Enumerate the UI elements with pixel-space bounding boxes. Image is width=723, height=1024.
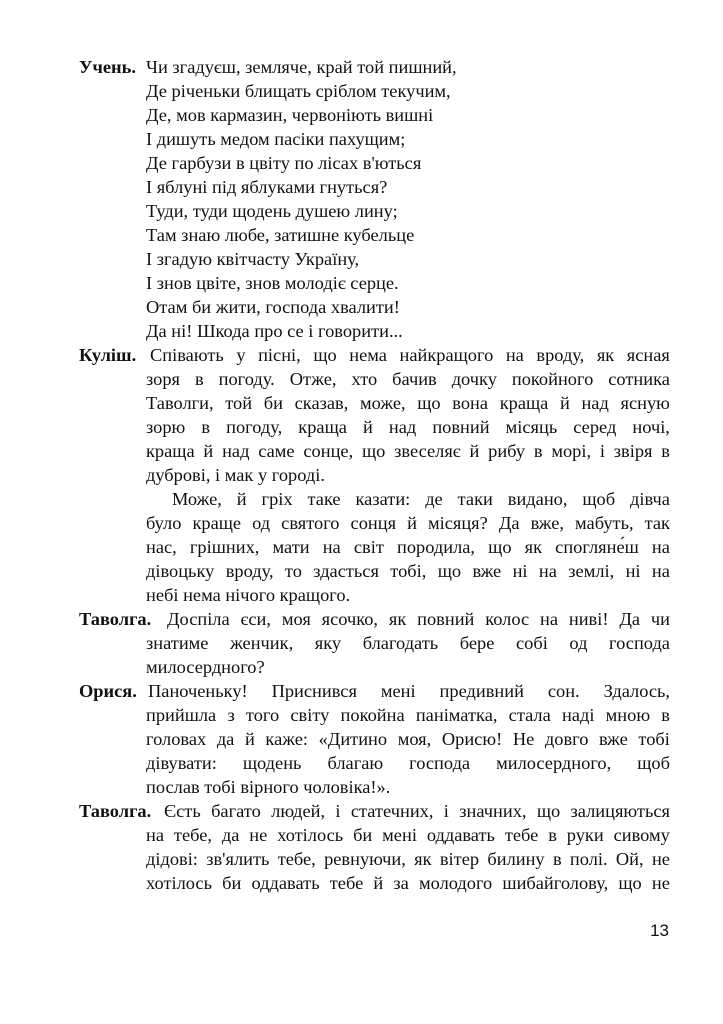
word: Здалось, bbox=[603, 681, 670, 701]
word: казати: bbox=[355, 489, 411, 509]
word: шибайголову, bbox=[502, 873, 609, 893]
prose-line bbox=[146, 418, 670, 436]
word: місяця? bbox=[427, 513, 488, 533]
word: сотника bbox=[608, 369, 670, 389]
word: знатиме bbox=[146, 633, 209, 653]
word: місяць bbox=[505, 417, 558, 437]
verse-line: І яблуні під яблуками гнуться? bbox=[146, 177, 388, 197]
word: билину bbox=[487, 849, 545, 869]
word: й bbox=[362, 417, 373, 437]
prose-line: дуброві, і мак у городі. bbox=[146, 465, 325, 485]
word: покойного bbox=[511, 369, 594, 389]
word: що bbox=[362, 441, 386, 461]
word: з bbox=[227, 705, 235, 725]
word: й bbox=[244, 729, 255, 749]
word: повний bbox=[432, 417, 490, 437]
word: значних, bbox=[459, 801, 527, 821]
word: в bbox=[533, 441, 543, 461]
word: звеселяє bbox=[394, 441, 461, 461]
word: Орисю! bbox=[441, 729, 503, 749]
word: нас, bbox=[146, 537, 177, 557]
word: не bbox=[249, 825, 268, 845]
word: єси, bbox=[240, 609, 271, 629]
word: бачив bbox=[392, 369, 437, 389]
word: зоря bbox=[146, 369, 181, 389]
word: ні bbox=[512, 561, 528, 581]
word: рибу bbox=[488, 441, 526, 461]
word: благодать bbox=[362, 633, 439, 653]
word: ясная bbox=[626, 345, 670, 365]
word: грішних, bbox=[189, 537, 260, 557]
word: світу bbox=[290, 705, 330, 725]
speaker-name: Учень. bbox=[79, 57, 136, 77]
word: тобі, bbox=[390, 561, 427, 581]
word: в bbox=[552, 849, 562, 869]
word: в bbox=[661, 705, 670, 725]
word: на bbox=[651, 561, 670, 581]
word: тебе, bbox=[173, 825, 212, 845]
word: хотілось bbox=[146, 873, 212, 893]
word: Приснився bbox=[271, 681, 357, 701]
prose-line bbox=[146, 538, 670, 556]
word: сказав, bbox=[294, 393, 349, 413]
word: на bbox=[651, 537, 670, 557]
word: Не bbox=[512, 729, 535, 749]
word: що bbox=[313, 345, 337, 365]
speaker-name: Таволга. bbox=[79, 801, 152, 821]
word: на bbox=[505, 345, 524, 365]
prose-line bbox=[146, 562, 670, 580]
word: мати bbox=[272, 537, 310, 557]
word: може, bbox=[359, 393, 406, 413]
word: господа bbox=[609, 633, 670, 653]
word: вже bbox=[472, 561, 502, 581]
word: Доспіла bbox=[167, 609, 230, 629]
word: таке bbox=[307, 489, 341, 509]
speaker-name: Таволга. bbox=[79, 609, 152, 629]
word: краща bbox=[298, 417, 347, 437]
word: тобі bbox=[638, 729, 670, 749]
word: зорю bbox=[146, 417, 186, 437]
word: ясочко, bbox=[321, 609, 379, 629]
prose-line bbox=[146, 634, 670, 652]
prose-line bbox=[146, 442, 670, 460]
word: над bbox=[222, 441, 250, 461]
word: найкращого bbox=[399, 345, 494, 365]
word: тебе bbox=[504, 825, 539, 845]
word: оддавать bbox=[426, 825, 495, 845]
verse-line: Да ні! Шкода про се і говорити... bbox=[146, 321, 403, 341]
word: вроду, bbox=[225, 561, 274, 581]
word: молодого bbox=[418, 873, 493, 893]
verse-line: І знов цвіте, знов молодіє серце. bbox=[146, 273, 399, 293]
word: дівча bbox=[630, 489, 670, 509]
word: звіря bbox=[613, 441, 653, 461]
word: світ bbox=[353, 537, 384, 557]
word: багато bbox=[211, 801, 261, 821]
word: на bbox=[322, 537, 341, 557]
word: да bbox=[221, 825, 240, 845]
word: як bbox=[596, 345, 615, 365]
word: не bbox=[651, 849, 670, 869]
word: погоду. bbox=[218, 369, 275, 389]
verse-line: Там знаю любе, затишне кубельце bbox=[146, 225, 415, 245]
verse-line: Чи згадуєш, земляче, край той пишний, bbox=[146, 57, 457, 77]
word: як bbox=[388, 609, 407, 629]
word: Єсть bbox=[164, 801, 201, 821]
word: щодень bbox=[242, 753, 302, 773]
prose-line bbox=[146, 826, 670, 844]
word: сонце, bbox=[303, 441, 354, 461]
word: бере bbox=[459, 633, 495, 653]
word: на bbox=[540, 609, 559, 629]
word: де bbox=[425, 489, 443, 509]
word: дівувати: bbox=[146, 753, 217, 773]
word: од bbox=[252, 513, 271, 533]
prose-line bbox=[146, 850, 670, 868]
word: як bbox=[414, 849, 432, 869]
word: то bbox=[284, 561, 302, 581]
word: Да bbox=[619, 609, 641, 629]
word: таки bbox=[457, 489, 493, 509]
prose-line bbox=[146, 514, 670, 532]
prose-line bbox=[146, 370, 670, 388]
word: собі bbox=[516, 633, 548, 653]
word: в bbox=[201, 417, 211, 437]
word: залицяються bbox=[570, 801, 670, 821]
word: людей, bbox=[271, 801, 326, 821]
word: Отже, bbox=[289, 369, 337, 389]
word: щоб bbox=[637, 753, 670, 773]
word: того bbox=[245, 705, 280, 725]
word: милосердного, bbox=[496, 753, 612, 773]
word: що bbox=[618, 873, 642, 893]
word: довго bbox=[544, 729, 589, 749]
word: дідові: bbox=[146, 849, 198, 869]
word: да bbox=[216, 729, 235, 749]
word: хто bbox=[351, 369, 378, 389]
word: той bbox=[225, 393, 253, 413]
word: й bbox=[559, 393, 570, 413]
verse-line: І дишуть медом пасіки пахущим; bbox=[146, 129, 406, 149]
word: так bbox=[644, 513, 670, 533]
word: оддавать bbox=[251, 873, 320, 893]
word: женчик, bbox=[230, 633, 294, 653]
word: гріх bbox=[261, 489, 293, 509]
word: що bbox=[417, 393, 441, 413]
word: Може, bbox=[172, 489, 222, 509]
verse-line: Де, мов кармазин, червоніють вишні bbox=[146, 105, 434, 125]
prose-line bbox=[150, 346, 670, 364]
word: в bbox=[548, 825, 557, 845]
prose-line bbox=[148, 682, 670, 700]
word: наді bbox=[561, 705, 595, 725]
word: руки bbox=[566, 825, 604, 845]
word: за bbox=[393, 873, 409, 893]
verse-line: Де гарбузи в цвіту по лісах в'ються bbox=[146, 153, 422, 173]
word: Співають bbox=[150, 345, 224, 365]
word: вже, bbox=[530, 513, 564, 533]
word: вона bbox=[452, 393, 489, 413]
word: пісні, bbox=[258, 345, 301, 365]
word: ревнуючи, bbox=[324, 849, 406, 869]
word: каже: bbox=[265, 729, 308, 749]
word: повний bbox=[417, 609, 475, 629]
word: спогляне́ш bbox=[555, 537, 639, 557]
word: вже bbox=[599, 729, 628, 749]
verse-line: Туди, туди щодень душею лину; bbox=[146, 201, 398, 221]
word: прийшла bbox=[146, 705, 217, 725]
word: було bbox=[146, 513, 182, 533]
word: нема bbox=[349, 345, 387, 365]
speaker-name: Орися. bbox=[79, 681, 137, 701]
word: моя bbox=[281, 609, 311, 629]
word: статечних, bbox=[350, 801, 434, 821]
word: здасться bbox=[313, 561, 379, 581]
verse-line: Отам би жити, господа хвалити! bbox=[146, 297, 400, 317]
word: мені bbox=[380, 681, 416, 701]
word: над bbox=[388, 417, 417, 437]
word: краща bbox=[146, 441, 195, 461]
word: би bbox=[353, 825, 373, 845]
word: сивому bbox=[613, 825, 670, 845]
word: ночі, bbox=[632, 417, 670, 437]
word: і bbox=[599, 441, 605, 461]
prose-line bbox=[146, 730, 670, 748]
word: у bbox=[236, 345, 246, 365]
word: дочку bbox=[451, 369, 497, 389]
word: ясную bbox=[620, 393, 670, 413]
word: й bbox=[236, 489, 247, 509]
prose-line bbox=[172, 490, 670, 508]
word: й bbox=[373, 873, 384, 893]
word: од bbox=[569, 633, 588, 653]
word: мені bbox=[382, 825, 417, 845]
word: би bbox=[263, 393, 283, 413]
word: би bbox=[222, 873, 242, 893]
prose-line bbox=[146, 394, 670, 412]
word: зв'ялить bbox=[206, 849, 270, 869]
word: Таволги, bbox=[146, 393, 214, 413]
word: над bbox=[581, 393, 609, 413]
word: на bbox=[538, 561, 557, 581]
word: як bbox=[524, 537, 543, 557]
word: предивний bbox=[439, 681, 524, 701]
prose-line: небі нема нічого кращого. bbox=[146, 585, 351, 605]
word: що bbox=[437, 561, 462, 581]
prose-line bbox=[146, 706, 670, 724]
word: головах bbox=[146, 729, 207, 749]
word: щоб bbox=[582, 489, 616, 509]
word: сон. bbox=[547, 681, 580, 701]
word: погоду, bbox=[226, 417, 283, 437]
word: краще bbox=[192, 513, 242, 533]
page-number: 13 bbox=[650, 921, 669, 940]
word: видано, bbox=[507, 489, 568, 509]
word: покойна bbox=[340, 705, 405, 725]
word: мною bbox=[605, 705, 651, 725]
word: Паноченьку! bbox=[148, 681, 248, 701]
prose-line bbox=[146, 754, 670, 772]
word: паніматка, bbox=[415, 705, 498, 725]
word: моя, bbox=[397, 729, 432, 749]
word: породила, bbox=[396, 537, 476, 557]
word: і bbox=[443, 801, 449, 821]
word: в bbox=[661, 441, 670, 461]
word: краща bbox=[499, 393, 549, 413]
word: дівоцьку bbox=[146, 561, 215, 581]
word: сонця bbox=[350, 513, 397, 533]
word: святого bbox=[281, 513, 340, 533]
word: не bbox=[651, 873, 670, 893]
prose-line: милосердного? bbox=[146, 657, 265, 677]
word: стала bbox=[508, 705, 551, 725]
word: господа bbox=[409, 753, 471, 773]
word: колос bbox=[485, 609, 530, 629]
word: саме bbox=[258, 441, 295, 461]
word: в bbox=[194, 369, 204, 389]
word: що bbox=[536, 801, 561, 821]
word: морі, bbox=[551, 441, 592, 461]
prose-line: послав тобі вірного чоловіка!». bbox=[146, 777, 391, 797]
word: Ой, bbox=[615, 849, 644, 869]
word: чи bbox=[650, 609, 670, 629]
word: серед bbox=[573, 417, 617, 437]
word: на bbox=[146, 825, 165, 845]
word: благаю bbox=[327, 753, 384, 773]
verse-line: Де річеньки блищать сріблом текучим, bbox=[146, 81, 451, 101]
word: мабуть, bbox=[575, 513, 634, 533]
word: ні bbox=[625, 561, 641, 581]
word: тебе bbox=[329, 873, 364, 893]
word: тебе, bbox=[277, 849, 316, 869]
word: полі. bbox=[569, 849, 608, 869]
prose-line bbox=[167, 610, 670, 628]
word: що bbox=[488, 537, 512, 557]
word: і bbox=[335, 801, 341, 821]
speaker-name: Куліш. bbox=[79, 345, 137, 365]
word: яку bbox=[314, 633, 342, 653]
word: й bbox=[407, 513, 417, 533]
prose-line bbox=[146, 874, 670, 892]
word: «Дитино bbox=[318, 729, 388, 749]
word: вітер bbox=[439, 849, 480, 869]
word: землі, bbox=[568, 561, 615, 581]
word: вроду, bbox=[536, 345, 585, 365]
word: й bbox=[469, 441, 480, 461]
word: й bbox=[203, 441, 214, 461]
word: Да bbox=[498, 513, 520, 533]
verse-line: І згадую квітчасту Україну, bbox=[146, 249, 360, 269]
prose-line bbox=[164, 802, 670, 820]
word: ниві! bbox=[568, 609, 609, 629]
word: хотілось bbox=[277, 825, 344, 845]
